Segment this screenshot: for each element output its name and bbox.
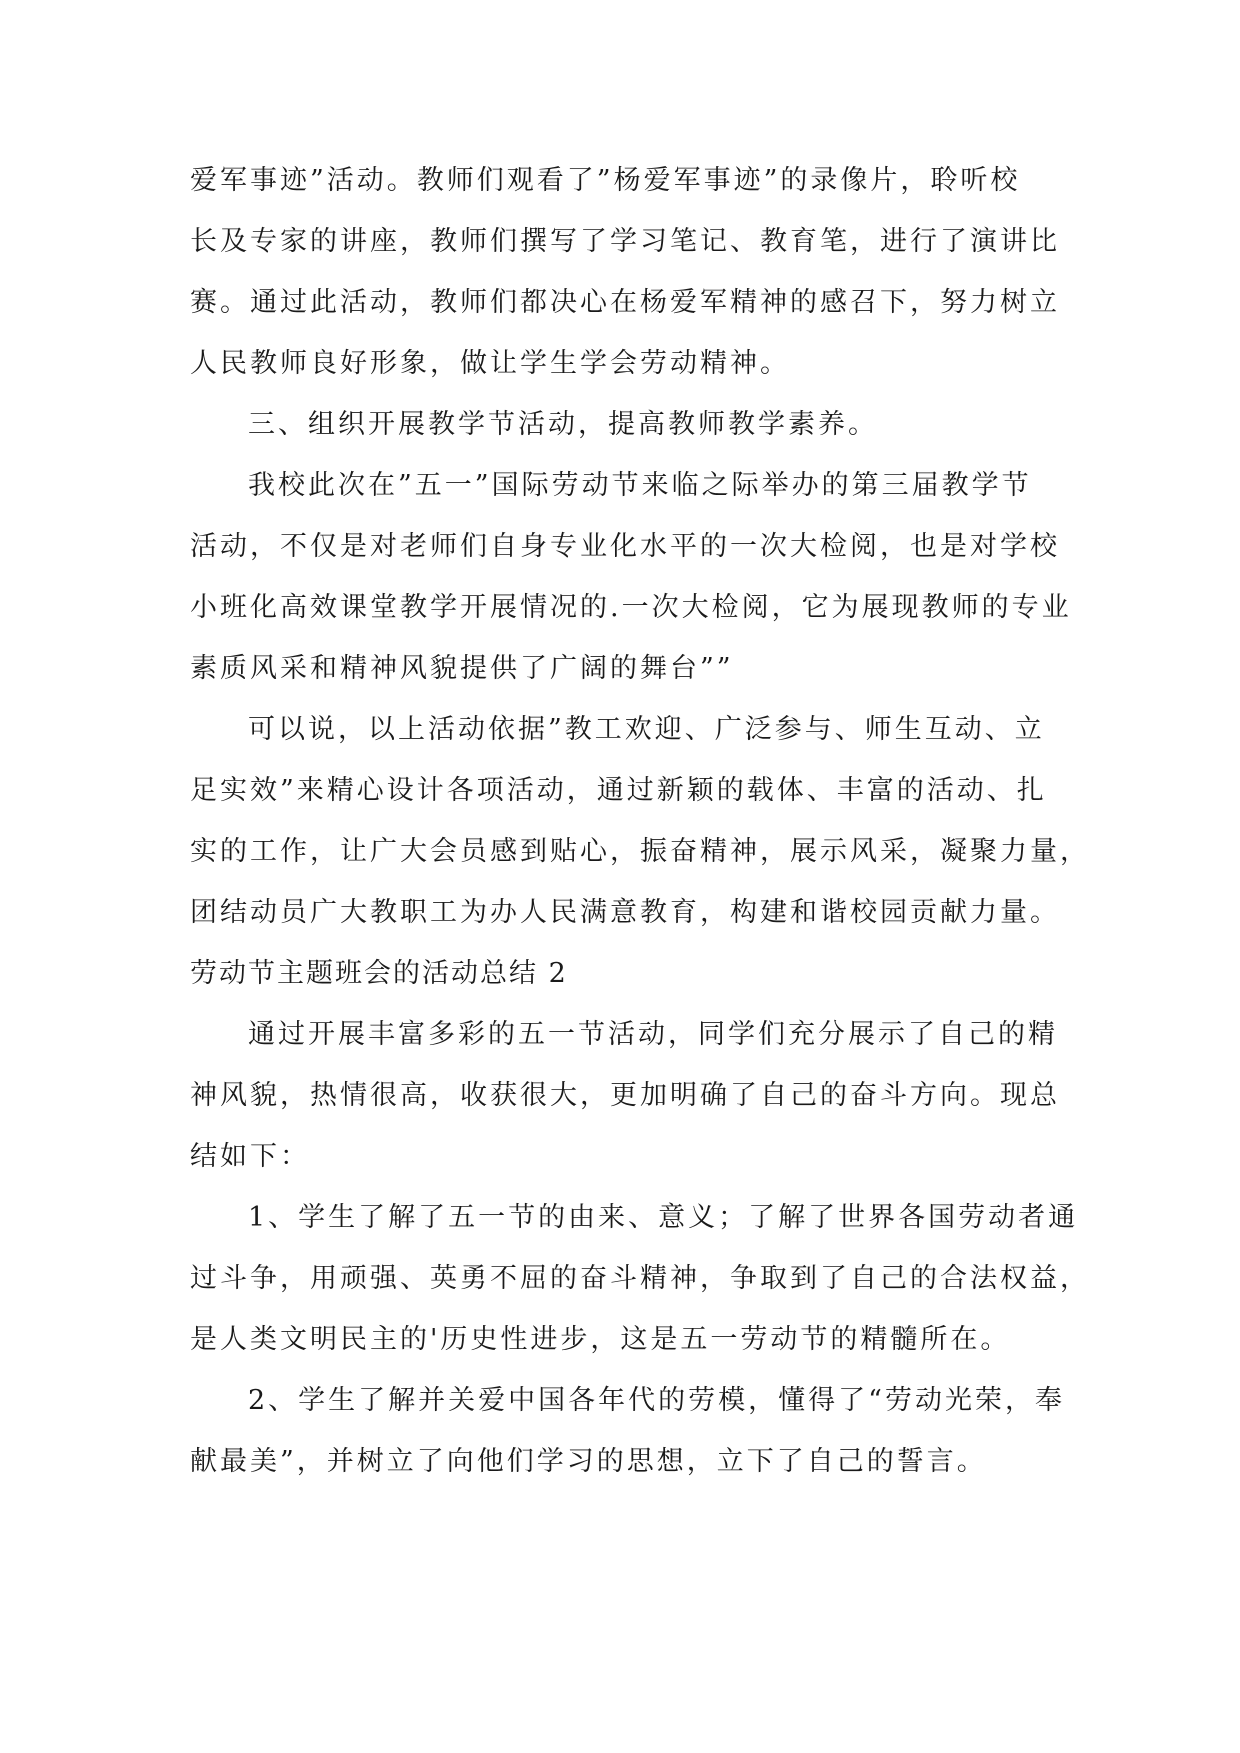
text-line: 过斗争，用顽强、英勇不屈的奋斗精神，争取到了自己的合法权益， (190, 1263, 1090, 1294)
article-title: 劳动节主题班会的活动总结 2 (190, 958, 568, 989)
text-line: 团结动员广大教职工为办人民满意教育，构建和谐校园贡献力量。 (190, 897, 1060, 928)
text-line: 赛。通过此活动，教师们都决心在杨爱军精神的感召下，努力树立 (190, 287, 1060, 318)
text-line: 素质风采和精神风貌提供了广阔的舞台”” (190, 653, 734, 684)
text-line: 通过开展丰富多彩的五一节活动，同学们充分展示了自己的精 (248, 1019, 1058, 1050)
document-body (190, 150, 1090, 1492)
text-line: 可以说，以上活动依据”教工欢迎、广泛参与、师生互动、立 (248, 714, 1045, 745)
text-line: 活动，不仅是对老师们自身专业化水平的一次大检阅，也是对学校 (190, 531, 1060, 562)
text-line: 我校此次在”五一”国际劳动节来临之际举办的第三届教学节 (248, 470, 1032, 501)
text-line: 小班化高效课堂教学开展情况的.一次大检阅，它为展现教师的专业 (190, 592, 1072, 623)
text-line: 结如下： (190, 1141, 310, 1172)
section-heading: 三、组织开展教学节活动，提高教师教学素养。 (248, 409, 878, 440)
text-line: 神风貌，热情很高，收获很大，更加明确了自己的奋斗方向。现总 (190, 1080, 1060, 1111)
text-line: 实的工作，让广大会员感到贴心，振奋精神，展示风采，凝聚力量， (190, 836, 1090, 867)
text-line: 人民教师良好形象，做让学生学会劳动精神。 (190, 348, 790, 379)
text-line: 爱军事迹”活动。教师们观看了”杨爱军事迹”的录像片，聆听校 (190, 165, 1021, 196)
text-line: 献最美”，并树立了向他们学习的思想，立下了自己的誓言。 (190, 1446, 987, 1477)
list-item-2: 2、学生了解并关爱中国各年代的劳模，懂得了“劳动光荣，奉 (248, 1385, 1065, 1416)
text-line: 足实效”来精心设计各项活动，通过新颖的载体、丰富的活动、扎 (190, 775, 1047, 806)
list-item-1: 1、学生了解了五一节的由来、意义；了解了世界各国劳动者通 (248, 1202, 1079, 1233)
text-line: 是人类文明民主的'历史性进步，这是五一劳动节的精髓所在。 (190, 1324, 1011, 1355)
text-line: 长及专家的讲座，教师们撰写了学习笔记、教育笔，进行了演讲比 (190, 226, 1060, 257)
